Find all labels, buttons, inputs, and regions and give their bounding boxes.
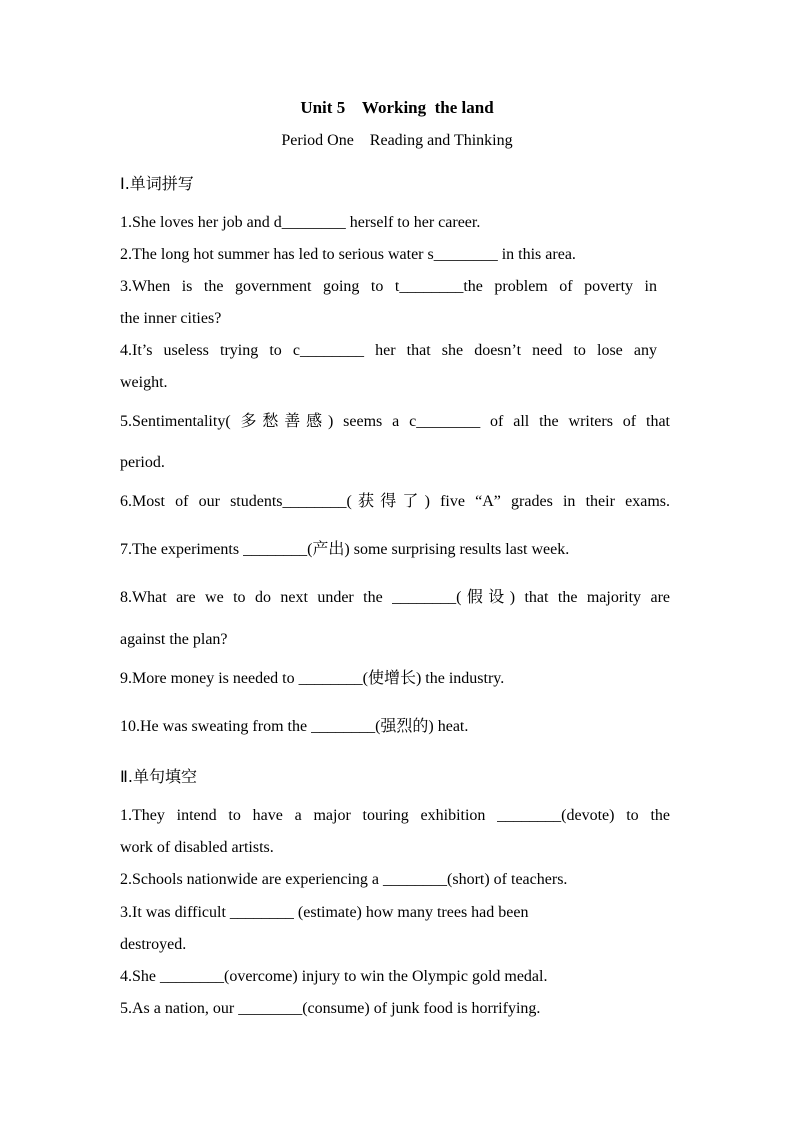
- section-heading-spelling: Ⅰ.单词拼写: [120, 174, 194, 193]
- exercise-line: 1.She loves her job and d________ herself to her career.: [120, 214, 481, 231]
- page-title: Unit 5 Working the land: [300, 98, 494, 117]
- exercise-line: 5.Sentimentality( 多愁善感) seems a c________ of all the writers of that: [120, 413, 670, 430]
- exercise-line: 7.The experiments ________(产出) some surprising results last week.: [120, 541, 570, 558]
- exercise-line: period.: [120, 454, 165, 471]
- exercise-line: work of disabled artists.: [120, 839, 274, 856]
- exercise-line: 9.More money is needed to ________(使增长) the industry.: [120, 670, 505, 687]
- exercise-line: 3.When is the government going to t________the problem of poverty in: [120, 278, 657, 295]
- exercise-line: the inner cities?: [120, 310, 222, 327]
- section-heading-fill-in: Ⅱ.单句填空: [120, 767, 197, 786]
- exercise-line: 5.As a nation, our ________(consume) of junk food is horrifying.: [120, 1000, 541, 1017]
- exercise-line: 4.It’s useless trying to c________ her that she doesn’t need to lose any: [120, 342, 657, 359]
- exercise-line: 10.He was sweating from the ________(强烈的) heat.: [120, 718, 469, 735]
- exercise-line: destroyed.: [120, 936, 187, 953]
- exercise-line: 6.Most of our students________(获得了) five “A” grades in their exams.: [120, 493, 670, 510]
- exercise-line: 2.The long hot summer has led to serious water s________ in this area.: [120, 246, 576, 263]
- exercise-line: 4.She ________(overcome) injury to win the Olympic gold medal.: [120, 968, 548, 985]
- page-subtitle: Period One Reading and Thinking: [281, 132, 513, 149]
- exercise-line: 3.It was difficult ________ (estimate) how many trees had been: [120, 904, 529, 921]
- exercise-line: 1.They intend to have a major touring exhibition ________(devote) to the: [120, 807, 670, 824]
- exercise-line: 8.What are we to do next under the ________(假设) that the majority are: [120, 589, 670, 606]
- exercise-line: weight.: [120, 374, 168, 391]
- exercise-line: against the plan?: [120, 631, 228, 648]
- exercise-line: 2.Schools nationwide are experiencing a ________(short) of teachers.: [120, 871, 568, 888]
